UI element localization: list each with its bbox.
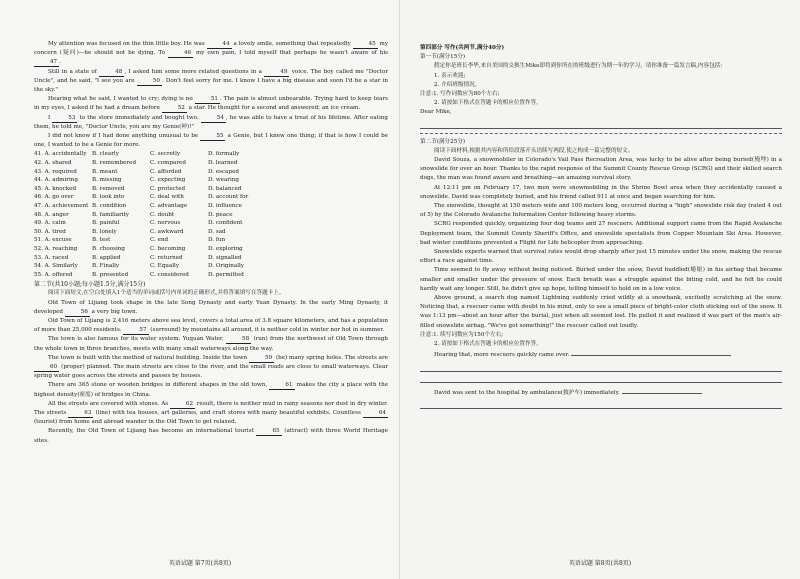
story-paragraph: At 12:11 pm on February 17, two men were snowmobiling in the Shrine Bowl area when they accidentally caused a snowslide. David was completely buried, and his friend called 911 at once and began searching for him. xyxy=(420,184,782,200)
option-choice: 44. A. admiring xyxy=(34,177,78,184)
option-choice: C. considered xyxy=(150,271,189,278)
option-choice: B. missing xyxy=(92,177,122,184)
passage-text: My attention was focused on the thin little boy. He was xyxy=(48,41,207,47)
paragraph2-start: David was sent to the hospital by ambulance(救护车) immediately. xyxy=(420,387,782,398)
option-choice: D. peace xyxy=(208,211,233,218)
passage-text: . xyxy=(59,59,61,66)
option-choice: B. familiarity xyxy=(92,211,129,218)
option-row xyxy=(34,237,388,245)
option-choice: C. returned xyxy=(150,254,183,261)
passage-text: (attract) with three World Heritage sites. xyxy=(34,428,388,444)
option-choice: D. learned xyxy=(208,160,238,167)
option-row xyxy=(34,203,388,211)
option-choice: C. awkward xyxy=(150,228,184,235)
option-choice: C. expecting xyxy=(150,177,186,184)
option-row xyxy=(34,186,388,194)
letter-greeting: Dear Mike, xyxy=(420,109,452,116)
option-choice: D. account for xyxy=(208,194,249,201)
passage-text: voice. The boy called me "Doctor Uncle", and he said, "I see you are xyxy=(34,68,389,84)
passage-paragraph xyxy=(34,114,388,132)
answer-blank: 53 xyxy=(52,114,77,123)
option-choice: 41. A. accidentally xyxy=(34,151,87,158)
passage-paragraph xyxy=(34,299,388,317)
option-choice: 50. A. tired xyxy=(34,228,66,235)
option-choice: C. becoming xyxy=(150,245,186,252)
answer-blank: 45 xyxy=(353,40,378,49)
answer-blank: 47 xyxy=(34,58,59,67)
section2-instructions-right: 阅读下面材料,根据其内容和所给段落开头语续写两段,使之构成一篇完整的短文。 xyxy=(434,147,634,154)
option-row xyxy=(34,160,388,168)
option-choice: 42. A. shared xyxy=(34,160,72,167)
answer-blank: 44 xyxy=(207,40,232,49)
passage-text: , I asked him some more related questions in a xyxy=(124,68,265,75)
passage-paragraph xyxy=(34,381,388,399)
passage-text: Old Town of Lijiang is 2,416 meters above sea level, covers a total area of 3.8 square kilometers, and has a population of more than 25,000 residents. xyxy=(34,317,388,334)
passage-text: a Genie, but I knew one thing; if that is how I could be one, I wanted to be a Genie for more. xyxy=(34,133,388,149)
option-choice: C. protected xyxy=(150,185,186,192)
answer-blank: 56 xyxy=(65,308,90,317)
option-choice: B. lonely xyxy=(92,228,117,235)
passage-text: I xyxy=(48,114,53,121)
section1-note: 2. 请按如下格式在答题卡的相应位置作答。 xyxy=(434,100,542,107)
story-text xyxy=(420,156,782,331)
option-choice: D. sad xyxy=(208,228,226,235)
option-choice: B. removed xyxy=(92,185,125,192)
passage-paragraph xyxy=(34,427,388,445)
passage-text: The town is also famous for its water system. Yuquan Water, xyxy=(48,336,227,343)
writing-line xyxy=(420,400,782,409)
option-choice: D. permitted xyxy=(208,271,244,278)
passage-text: Old Town of Lijiang took shape in the late Song Dynasty and early Yuan Dynasty. In the early Ming Dynasty, it developed xyxy=(34,299,388,315)
option-choice: D. fun xyxy=(208,237,226,244)
option-choice: D. wearing xyxy=(208,177,239,184)
option-choice: C. compared xyxy=(150,160,186,167)
grammar-passage xyxy=(34,299,388,446)
option-choice: 45. A. knocked xyxy=(34,185,77,192)
option-choice: B. Finally xyxy=(92,263,120,270)
option-choice: 43. A. required xyxy=(34,168,77,175)
answer-blank: 58 xyxy=(226,335,251,344)
answer-blank: 65 xyxy=(256,427,281,436)
option-choice: 54. A. Similarly xyxy=(34,263,78,270)
section2-note: 2. 请按如下格式在答题卡的相应位置作答。 xyxy=(434,341,542,348)
option-row xyxy=(34,229,388,237)
section1-prompt: 假定你是班长李华,来自美国的交换生Mike即将到你所在的班级进行为期一年的学习。请你准备一篇发言稿,内容包括: xyxy=(434,63,723,70)
option-choice: 51. A. excuse xyxy=(34,237,72,244)
option-choice: D. escaped xyxy=(208,168,239,175)
answer-blank: 59 xyxy=(249,354,274,363)
option-choice: 52. A. reaching xyxy=(34,245,78,252)
passage-paragraph xyxy=(34,95,388,113)
option-choice: B. presented xyxy=(92,271,129,278)
section1-title: 第一节(满分15分) xyxy=(420,54,466,61)
passage-text: . Don't feel sorry for me. I know I have a big disease and soon I'd be a star in the sky." xyxy=(34,77,388,94)
option-row xyxy=(34,263,388,271)
passage-paragraph xyxy=(34,335,388,353)
passage-text: (proper) planned. The main streets are close to the river, and the small roads are close to small waterways. Clear spring water goes across the streets and passes by houses. xyxy=(34,363,388,380)
passage-paragraph xyxy=(34,40,388,68)
option-row xyxy=(34,177,388,185)
story-paragraph: Snowslide experts warned that survival rates would drop sharply after just 15 minutes under the snow, making the rescue effort a race against time. xyxy=(420,249,782,265)
story-paragraph: Time seemed to fly away without being noticed. Buried under the snow, David huddled(蜷缩) in his airbag that became smaller and smaller under the pressure of snow. Each breath was a struggle against the biting cold, and he felt he could hardly wait any longer. Still, he didn't give up hope, telling himself to hold on in a low voice. xyxy=(420,267,782,292)
passage-text: Still in a state of xyxy=(48,68,100,75)
option-choice: C. Equally xyxy=(150,263,179,270)
story-paragraph: David Souza, a snowmobiler in Colorado's Vail Pass Recreation Area, was lucky to be alive after being buried(掩埋) in a snowslide for over an hour. Thanks to the rapid response of the Summit County Rescue Group (SCRG) and their skilled search dogs, the man was found aware and breathing—an amazing survival story. xyxy=(420,157,782,182)
option-choice: B. meant xyxy=(92,168,118,175)
option-choice: C. advantage xyxy=(150,203,188,209)
option-choice: D. exploring xyxy=(208,245,243,252)
option-choice: 53. A. raced xyxy=(34,254,69,261)
section2-title: 第二节(共10小题;每小题1.5分,满分15分) xyxy=(34,281,146,289)
answer-blank: 46 xyxy=(168,49,193,58)
option-row xyxy=(34,246,388,254)
option-row xyxy=(34,169,388,177)
passage-text: a lovely smile, something that repeatedly xyxy=(231,41,353,47)
option-choice: C. deal with xyxy=(150,194,184,201)
writing-line xyxy=(571,349,731,356)
passage-text: to the store immediately and bought two. xyxy=(77,114,201,121)
passage-text: (be) many spring holes. The streets are xyxy=(274,354,388,361)
passage-text: Recently, the Old Town of Lijiang has become an international tourist xyxy=(48,428,257,435)
option-row xyxy=(34,272,388,280)
passage-text: All the streets are covered with stones. As xyxy=(48,400,170,407)
answer-blank: 64 xyxy=(363,409,388,418)
cloze-passage xyxy=(34,40,388,150)
option-choice: B. applied xyxy=(92,254,121,261)
passage-paragraph xyxy=(34,354,388,382)
passage-text: a star. He thought for a second and answered; an ice cream. xyxy=(186,105,361,112)
passage-paragraph xyxy=(34,132,388,150)
option-row xyxy=(34,255,388,263)
passage-paragraph xyxy=(34,317,388,335)
option-choice: B. remembered xyxy=(92,160,137,167)
page-8-footer: 英语试题 第8页(共8页) xyxy=(568,560,632,567)
option-row xyxy=(34,212,388,220)
passage-text: result, there is neither mud in rainy seasons nor dust in dry winter. The streets xyxy=(34,400,388,416)
option-row xyxy=(34,151,388,159)
option-choice: D. confident xyxy=(208,220,243,227)
passage-text: Hearing what he said, I wanted to cry; dying is no xyxy=(48,96,195,103)
answer-blank: 62 xyxy=(170,400,195,409)
answer-blank: 63 xyxy=(68,409,93,418)
option-choice: C. doubt xyxy=(150,211,175,218)
cloze-options xyxy=(34,151,388,279)
option-choice: 49. A. calm xyxy=(34,220,66,227)
option-choice: 47. A. achievement xyxy=(34,203,89,209)
page-8 xyxy=(400,0,800,579)
answer-blank: 51 xyxy=(195,95,220,104)
writing-line xyxy=(420,363,782,372)
option-choice: C. end xyxy=(150,237,169,244)
passage-text: There are 365 stone or wooden bridges in different shapes in the old town, xyxy=(48,382,270,389)
story-paragraph: Above ground, a search dog named Lightning suddenly cried wildly at a snowbank, excitedly scratching at the snow. Noticing that, a rescuer came with doubt in his mind, only to see a small piece of bright-color cloth sticking out of the snow. It was 1:13 pm—about an hour after the burial, just when all seemed lost. He pulled it and realized it was part of the man's air-filled snowslide airbag. "We've got something!" the rescuer called out loudly. xyxy=(420,295,782,329)
section1-point: 2. 介绍班级情况。 xyxy=(434,81,481,88)
section2-note: 注意:1. 续写词数应为150个左右; xyxy=(420,331,504,338)
answer-blank: 54 xyxy=(201,114,226,123)
passage-paragraph xyxy=(34,400,388,428)
option-row xyxy=(34,194,388,202)
answer-blank: 61 xyxy=(269,381,294,390)
answer-blank: 55 xyxy=(200,132,225,141)
option-choice: B. look into xyxy=(92,194,125,201)
option-choice: B. choosing xyxy=(92,245,125,252)
option-choice: D. balanced xyxy=(208,185,242,192)
writing-line xyxy=(622,387,702,394)
option-choice: D. influence xyxy=(208,203,242,209)
answer-blank: 48 xyxy=(99,68,124,77)
section-separator xyxy=(420,133,782,134)
passage-text: (line) with tea houses, art galleries, and craft stores with many beautiful exhibits. Countless xyxy=(93,409,363,416)
option-choice: 46. A. go over xyxy=(34,194,74,201)
passage-text: my concern (疑问)—he should not be dying. To xyxy=(34,41,388,57)
option-choice: C. nervous xyxy=(150,220,181,227)
paragraph1-start: Hearing that, more rescuers quickly came over. xyxy=(420,349,782,360)
passage-text: makes the city a place with the highest density(密度) of bridges in China. xyxy=(34,382,389,398)
answer-blank: 52 xyxy=(162,104,187,113)
option-choice: D. formally xyxy=(208,151,240,158)
passage-paragraph xyxy=(34,68,388,96)
section1-note: 注意:1. 写作词数应为80个左右; xyxy=(420,91,500,98)
passage-text: my own pain, I told myself that perhaps he wasn't aware of his xyxy=(193,50,388,57)
answer-blank: 49 xyxy=(264,68,289,77)
writing-line xyxy=(420,120,782,129)
page-7-footer: 英语试题 第7页(共8页) xyxy=(168,560,232,567)
answer-blank: 50 xyxy=(137,77,162,86)
option-row xyxy=(34,220,388,228)
answer-blank: 60 xyxy=(34,363,59,372)
option-choice: D. Originally xyxy=(208,263,244,270)
section1-point: 1. 表示欢迎; xyxy=(434,72,466,79)
passage-text: (surround) by mountains all around, it is neither cold in winter nor hot in summer. xyxy=(148,327,385,334)
passage-text: a very big town. xyxy=(89,308,138,315)
passage-text: I did not know if I had done anything unusual to be xyxy=(48,133,201,140)
passage-text: (run) from the northwest of Old Town through the whole town in three branches, meets with many small waterways along the way. xyxy=(34,336,388,352)
option-choice: B. condition xyxy=(92,203,127,209)
passage-text: (tourist) from home and abroad wander in the Old Town to get relaxed. xyxy=(34,419,237,426)
answer-blank: 57 xyxy=(123,326,148,335)
story-paragraph: The snowslide, thought at 150 meters wide and 100 meters long, occurred during a "high" snowslide risk day (rated 4 out of 5) by the Colorado Avalanche Information Center following heavy storms. xyxy=(420,203,782,219)
option-choice: B. test xyxy=(92,237,111,244)
option-choice: D. signalled xyxy=(208,254,242,261)
passage-text: , he was able to have a treat of his lifetime. After eating them, he told me, "Doctor Uncle, you are my Genie(神)!" xyxy=(34,114,388,130)
story-paragraph: SCRG responded quickly, organizing four dog teams and 27 rescuers. Additional support came from the Rapid Avalanche Deployment team, the Summit County Sheriff's Office, and snowslide specialists from Copper Mountain Ski Area. However, bad winter conditions prevented a Flight for Life helicopter from approaching. xyxy=(420,221,782,246)
option-choice: C. secretly xyxy=(150,151,181,158)
passage-text: . The pain is almost unbearable. Trying hard to keep tears in my eyes, I asked if he had a dream before xyxy=(34,96,389,112)
option-choice: C. afforded xyxy=(150,168,182,175)
writing-line xyxy=(420,374,782,383)
part4-title: 第四部分 写作(共两节,满分40分) xyxy=(420,45,505,51)
passage-text: The town is built with the method of natural building. Inside the town xyxy=(48,354,249,361)
section2-title-right: 第二节(满分25分) xyxy=(420,138,466,145)
option-choice: B. clearly xyxy=(92,151,119,158)
option-choice: 55. A. offered xyxy=(34,271,73,278)
section2-instructions: 阅读下面短文,在空白处填入1个适当的单词或括号内单词的正确形式,并将答案填写在答题卡上。 xyxy=(48,290,285,297)
option-choice: 48. A. anger xyxy=(34,211,69,218)
option-choice: B. painful xyxy=(92,220,120,227)
